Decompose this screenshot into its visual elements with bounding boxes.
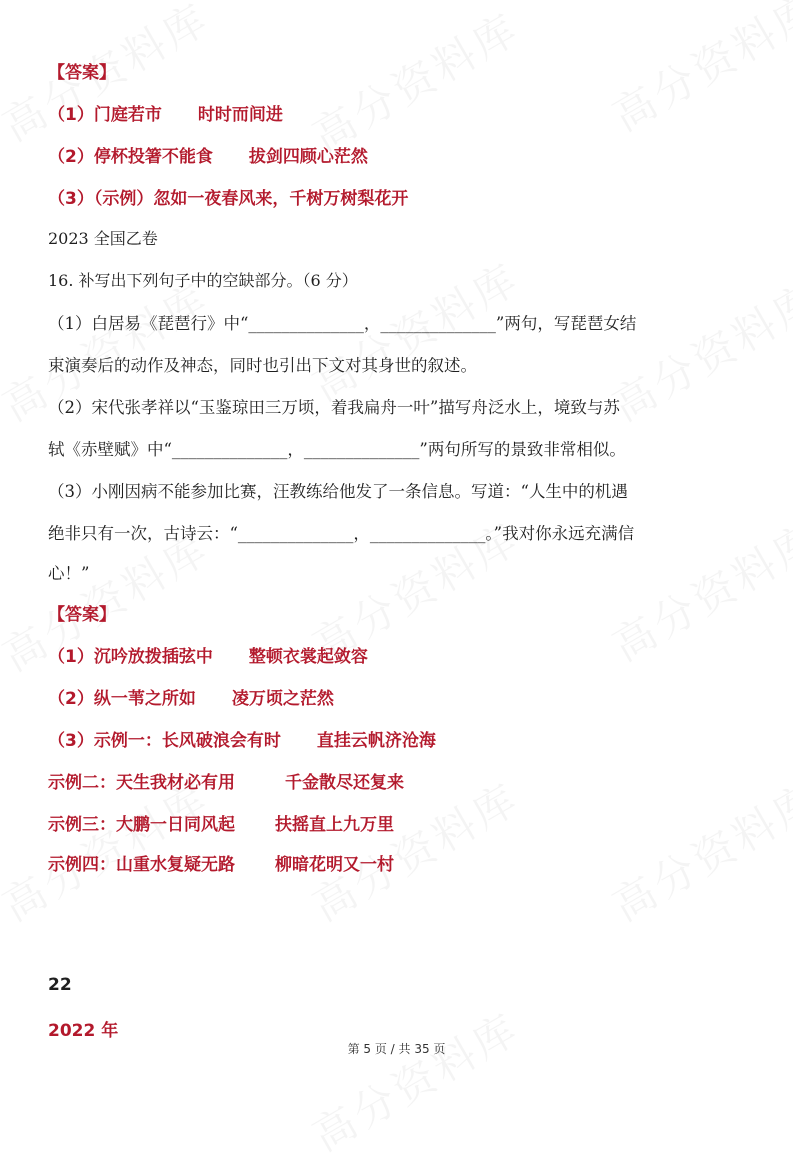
answer-number: （1） [48, 105, 94, 125]
answer-item-3 [48, 726, 436, 751]
answer-part: 直挂云帆济沧海 [316, 731, 436, 751]
answer-number: （2） [48, 147, 94, 167]
exam-source: 2023 全国乙卷 [48, 229, 158, 248]
answer-part: 柳暗花明又一村 [275, 855, 394, 875]
answer-number: （3） [48, 731, 94, 751]
question-2-line-1: （2）宋代张孝祥以“玉鉴琼田三万顷，着我扁舟一叶”描写舟泛水上，境致与苏 [48, 398, 620, 417]
answer-part: 拔剑四顾心茫然 [248, 147, 368, 167]
question-2-line-2: 轼《赤壁赋》中“______________，______________”两句所写的景致非常相似。 [48, 440, 626, 459]
answer-header: 【答案】 [48, 63, 116, 83]
page-footer: 第 5 页 / 共 35 页 [347, 1042, 446, 1056]
answer-number: （3） [48, 189, 94, 209]
example-2 [48, 768, 404, 793]
answer-part: 停杯投箸不能食 [93, 147, 213, 167]
year-heading: 2022 年 [48, 1021, 119, 1041]
watermark [600, 767, 793, 934]
answer-header: 【答案】 [48, 605, 116, 625]
watermark [600, 267, 793, 434]
question-3-line-1: （3）小刚因病不能参加比赛，汪教练给他发了一条信息。写道：“人生中的机遇 [48, 482, 628, 501]
section-number: 22 [48, 975, 72, 995]
answer-part: 沉吟放拨插弦中 [93, 647, 213, 667]
answer-part: 示例三：大鹏一日同风起 [48, 815, 235, 835]
answer-part: 示例二：天生我材必有用 [48, 773, 235, 793]
answer-part: 时时而间进 [197, 105, 283, 125]
answer-item-1 [48, 100, 283, 125]
answer-item-3 [48, 184, 408, 209]
answer-part: 示例一：长风破浪会有时 [93, 731, 281, 751]
answer-part: 示例四：山重水复疑无路 [48, 855, 235, 875]
question-1-line-2: 束演奏后的动作及神态，同时也引出下文对其身世的叙述。 [48, 356, 477, 375]
question-3-line-2: 绝非只有一次，古诗云：“______________，______________。”我对你永远充满信 [48, 524, 635, 543]
example-3 [48, 810, 394, 835]
answer-part: 纵一苇之所如 [93, 689, 196, 709]
answer-part: （示例）忽如一夜春风来，千树万树梨花开 [93, 189, 409, 209]
watermark [600, 0, 793, 143]
answer-item-2 [48, 684, 334, 709]
answer-number: （2） [48, 689, 94, 709]
answer-number: （1） [48, 647, 94, 667]
answer-item-1 [48, 642, 368, 667]
answer-part: 扶摇直上九万里 [275, 815, 394, 835]
example-4 [48, 850, 394, 875]
answer-item-2 [48, 142, 368, 167]
question-stem: 16. 补写出下列句子中的空缺部分。（6 分） [48, 271, 358, 290]
watermark [300, 0, 529, 163]
answer-part: 门庭若市 [93, 105, 162, 125]
watermark [300, 997, 529, 1164]
answer-part: 凌万顷之茫然 [231, 689, 334, 709]
answer-part: 整顿衣裳起敛容 [248, 647, 368, 667]
question-3-line-3: 心！” [48, 564, 90, 583]
answer-part: 千金散尽还复来 [285, 773, 404, 793]
question-1-line-1: （1）白居易《琵琶行》中“______________，______________”两句，写琵琶女结 [48, 314, 637, 333]
